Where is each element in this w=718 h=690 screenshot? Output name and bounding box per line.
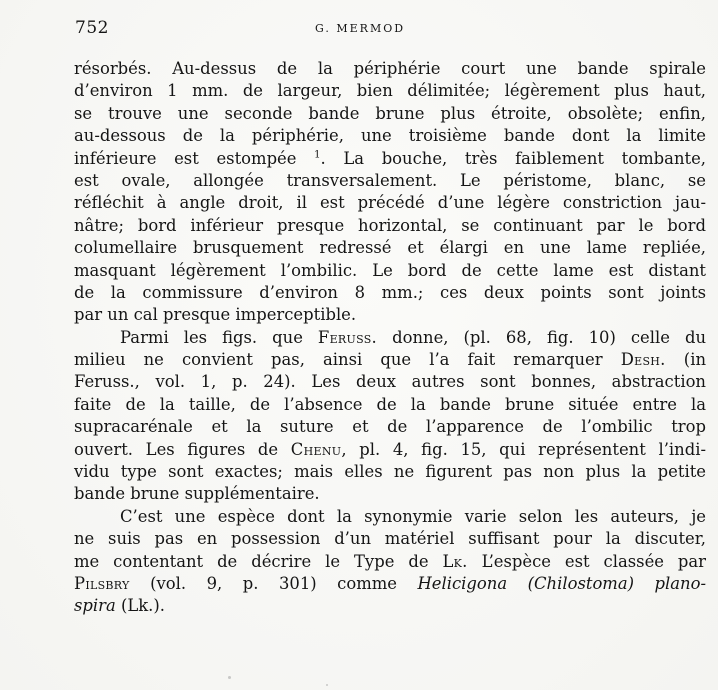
author-name: Feruss. [317,327,378,347]
author-name: Lk. [442,551,468,571]
text-line [74,506,706,528]
text-segment: nâtre; bord inférieur presque horizontal, se continuant par le bord [74,215,706,235]
text-line [74,371,706,393]
text-line [74,394,706,416]
text-line [74,416,706,438]
text-segment: , pl. 4, fig. 15, qui représentent l’indi- [341,439,706,459]
text-line [74,573,706,595]
page-number: 752 [75,18,109,38]
italic-text: spira [74,596,116,616]
paragraph-3 [74,506,706,618]
running-head: G. MERMOD [315,22,406,35]
text-segment: faite de la taille, de l’absence de la bande brune située entre la [74,394,706,414]
text-segment: (Lk.). [115,596,166,616]
text-line [74,483,706,505]
text-segment: columellaire brusquement redressé et élargi en une lame repliée, [74,238,706,258]
text-line [74,237,706,259]
text-segment: (vol. 9, p. 301) comme [129,573,418,593]
author-name: Chenu [290,439,342,459]
text-line [74,551,706,573]
text-segment: vidu type sont exactes; mais elles ne figurent pas non plus la petite [74,462,706,482]
text-line [74,148,706,170]
text-segment: (in [665,350,707,370]
text-segment: résorbés. Au-dessus de la périphérie court une bande spirale [74,59,706,78]
text-segment: bande brune supplémentaire. [74,484,320,504]
text-segment: au-dessous de la périphérie, une troisième bande dont la limite [74,126,706,146]
text-segment: me contentant de décrire le Type de [74,551,443,571]
body-text [74,58,706,618]
text-segment: donne, (pl. 68, fig. 10) celle du [377,327,707,347]
text-segment: ouvert. Les figures de [74,439,291,459]
author-name: Desh. [620,350,666,370]
text-line [74,528,706,550]
text-segment: réfléchit à angle droit, il est précédé d’une légère constriction jau- [74,193,706,213]
text-line [74,349,706,371]
text-segment: milieu ne convient pas, ainsi que l’a fait remarquer [74,350,621,370]
text-line [74,170,706,192]
footnote-marker[interactable]: 1 [314,149,321,161]
paragraph-2 [74,327,706,506]
text-line [74,125,706,147]
text-segment: . La bouche, très faiblement tombante, [320,148,706,168]
text-segment: masquant légèrement l’ombilic. Le bord de cette lame est distant [74,260,706,280]
text-segment: de la commissure d’environ 8 mm.; ces deux points sont joints [74,282,706,302]
page-header [75,18,715,46]
text-segment: par un cal presque imperceptible. [74,305,357,325]
italic-text: Helicigona (Chilostoma) plano- [417,573,706,593]
scan-speck [228,676,231,679]
text-segment: Feruss., vol. 1, p. 24). Les deux autres sont bonnes, abstraction [74,372,706,392]
text-line [74,282,706,304]
text-segment: C’est une espèce dont la synonymie varie selon les auteurs, je [120,506,706,526]
text-segment: se trouve une seconde bande brune plus étroite, obsolète; enfin, [74,103,706,123]
text-segment: inférieure est estompée [74,148,315,168]
text-line [74,327,706,349]
text-line [74,304,706,326]
text-line [74,103,706,125]
text-segment: ne suis pas en possession d’un matériel suffisant pour la discuter, [74,529,706,549]
text-line [74,80,706,102]
text-segment: Parmi les figs. que [120,327,318,347]
text-line [74,215,706,237]
text-line [74,461,706,483]
scan-speck [326,684,328,686]
text-segment: est ovale, allongée transversalement. Le péristome, blanc, se [74,170,706,190]
text-line [74,260,706,282]
text-line [74,595,706,617]
text-line [74,58,706,80]
text-segment: d’environ 1 mm. de largeur, bien délimitée; légèrement plus haut, [74,81,706,101]
text-line [74,192,706,214]
text-line [74,439,706,461]
text-segment: supracarénale et la suture et de l’apparence de l’ombilic trop [74,417,706,437]
paragraph-1 [74,58,706,327]
author-name: Pilsbry [74,573,130,593]
text-segment: L’espèce est classée par [467,551,707,571]
